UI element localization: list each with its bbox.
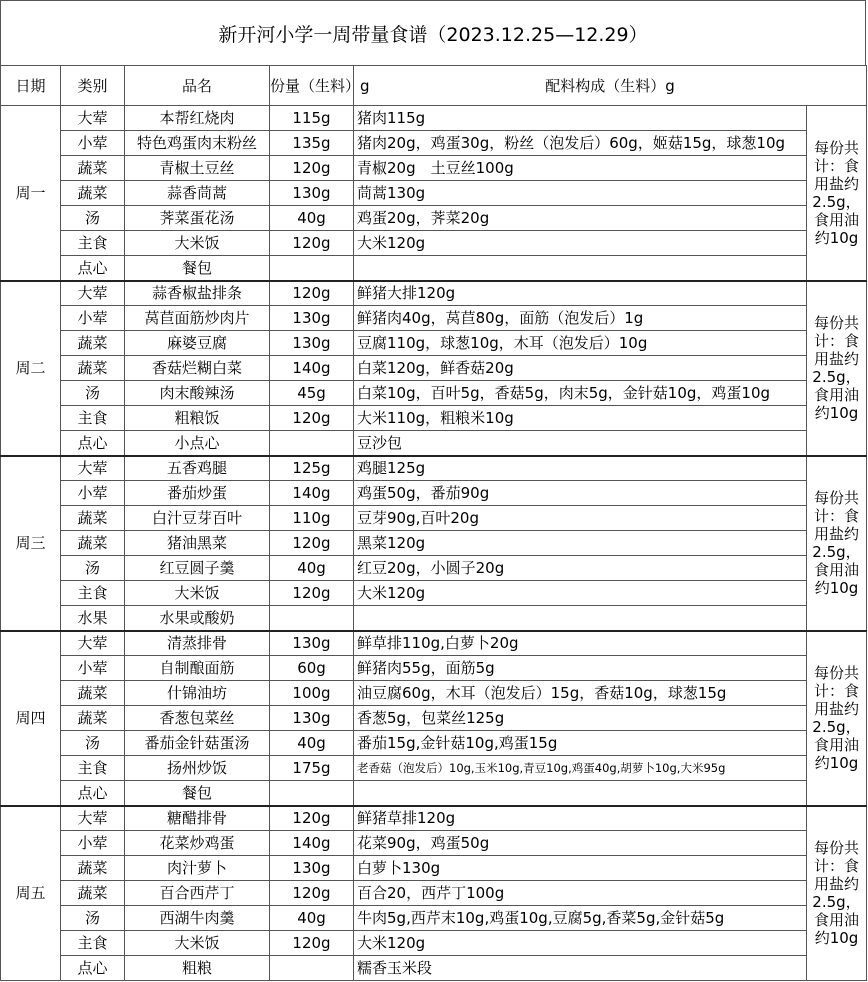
quantity-cell: 120g — [270, 881, 354, 906]
ingredients-cell: 猪肉20g，鸡蛋30g，粉丝（泡发后）60g，姬菇15g，球葱10g — [354, 131, 807, 156]
dish-cell: 扬州炒饭 — [125, 756, 270, 781]
table-row — [1, 631, 867, 656]
menu-table — [0, 65, 867, 981]
table-row — [1, 681, 867, 706]
dish-cell: 小点心 — [125, 431, 270, 456]
dish-cell: 水果或酸奶 — [125, 606, 270, 631]
dish-cell: 餐包 — [125, 781, 270, 806]
category-cell: 大荤 — [61, 806, 125, 831]
category-cell: 蔬菜 — [61, 706, 125, 731]
category-cell: 大荤 — [61, 281, 125, 306]
table-row — [1, 331, 867, 356]
quantity-cell: 130g — [270, 706, 354, 731]
category-cell: 小荤 — [61, 131, 125, 156]
quantity-cell: 40g — [270, 206, 354, 231]
table-row — [1, 831, 867, 856]
dish-cell: 蒜香茼蒿 — [125, 181, 270, 206]
header-ingredients: 配料构成（生料）g — [354, 66, 867, 106]
nutrition-note: 每份共计：食用盐约2.5g，食用油约10g — [807, 631, 867, 806]
dish-cell: 莴苣面筋炒肉片 — [125, 306, 270, 331]
ingredients-cell: 糯香玉米段 — [354, 956, 807, 981]
quantity-cell: 115g — [270, 106, 354, 131]
dish-cell: 什锦油坊 — [125, 681, 270, 706]
dish-cell: 特色鸡蛋肉末粉丝 — [125, 131, 270, 156]
ingredients-cell: 香葱5g，包菜丝125g — [354, 706, 807, 731]
ingredients-cell: 鲜猪大排120g — [354, 281, 807, 306]
ingredients-cell: 大米120g — [354, 931, 807, 956]
category-cell: 小荤 — [61, 481, 125, 506]
quantity-cell: 120g — [270, 581, 354, 606]
category-cell: 点心 — [61, 956, 125, 981]
dish-cell: 本帮红烧肉 — [125, 106, 270, 131]
category-cell: 汤 — [61, 381, 125, 406]
header-quantity: 份量（生料）g — [270, 66, 354, 106]
category-cell: 小荤 — [61, 831, 125, 856]
table-row — [1, 606, 867, 631]
ingredients-cell: 鲜草排110g,白萝卜20g — [354, 631, 807, 656]
quantity-cell: 120g — [270, 531, 354, 556]
ingredients-cell: 黑菜120g — [354, 531, 807, 556]
dish-cell: 粗粮饭 — [125, 406, 270, 431]
day-label: 周四 — [1, 631, 61, 806]
table-row — [1, 456, 867, 481]
category-cell: 主食 — [61, 931, 125, 956]
quantity-cell: 130g — [270, 181, 354, 206]
quantity-cell: 130g — [270, 856, 354, 881]
ingredients-cell: 大米120g — [354, 581, 807, 606]
nutrition-note: 每份共计：食用盐约2.5g，食用油约10g — [807, 806, 867, 981]
table-row — [1, 281, 867, 306]
nutrition-note: 每份共计：食用盐约2.5g，食用油约10g — [807, 106, 867, 281]
dish-cell: 肉末酸辣汤 — [125, 381, 270, 406]
ingredients-cell: 茼蒿130g — [354, 181, 807, 206]
quantity-cell: 120g — [270, 406, 354, 431]
dish-cell: 大米饭 — [125, 581, 270, 606]
ingredients-cell: 牛肉5g,西芹末10g,鸡蛋10g,豆腐5g,香菜5g,金针菇5g — [354, 906, 807, 931]
quantity-cell: 60g — [270, 656, 354, 681]
table-row — [1, 531, 867, 556]
table-row — [1, 756, 867, 781]
category-cell: 蔬菜 — [61, 181, 125, 206]
quantity-cell: 130g — [270, 306, 354, 331]
dish-cell: 番茄炒蛋 — [125, 481, 270, 506]
category-cell: 点心 — [61, 256, 125, 281]
category-cell: 汤 — [61, 731, 125, 756]
dish-cell: 香葱包菜丝 — [125, 706, 270, 731]
page-title: 新开河小学一周带量食谱（2023.12.25—12.29） — [0, 0, 866, 65]
ingredients-cell: 番茄15g,金针菇10g,鸡蛋15g — [354, 731, 807, 756]
table-row — [1, 431, 867, 456]
dish-cell: 五香鸡腿 — [125, 456, 270, 481]
category-cell: 点心 — [61, 431, 125, 456]
quantity-cell: 140g — [270, 481, 354, 506]
ingredients-cell: 白萝卜130g — [354, 856, 807, 881]
category-cell: 蔬菜 — [61, 531, 125, 556]
category-cell: 汤 — [61, 556, 125, 581]
quantity-cell — [270, 431, 354, 456]
ingredients-cell: 老香菇（泡发后）10g,玉米10g,青豆10g,鸡蛋40g,胡萝卜10g,大米95g — [354, 756, 807, 781]
dish-cell: 花菜炒鸡蛋 — [125, 831, 270, 856]
quantity-cell — [270, 256, 354, 281]
ingredients-cell: 鲜猪肉55g，面筋5g — [354, 656, 807, 681]
table-row — [1, 481, 867, 506]
dish-cell: 百合西芹丁 — [125, 881, 270, 906]
quantity-cell: 140g — [270, 831, 354, 856]
dish-cell: 清蒸排骨 — [125, 631, 270, 656]
header-date: 日期 — [1, 66, 61, 106]
ingredients-cell — [354, 606, 807, 631]
quantity-cell: 175g — [270, 756, 354, 781]
category-cell: 蔬菜 — [61, 856, 125, 881]
table-row — [1, 131, 867, 156]
dish-cell: 餐包 — [125, 256, 270, 281]
quantity-cell: 40g — [270, 556, 354, 581]
category-cell: 主食 — [61, 756, 125, 781]
dish-cell: 白汁豆芽百叶 — [125, 506, 270, 531]
ingredients-cell: 大米110g，粗粮米10g — [354, 406, 807, 431]
table-row — [1, 581, 867, 606]
table-row — [1, 856, 867, 881]
ingredients-cell: 猪肉115g — [354, 106, 807, 131]
table-row — [1, 731, 867, 756]
category-cell: 汤 — [61, 906, 125, 931]
table-row — [1, 406, 867, 431]
header-row — [1, 66, 867, 106]
quantity-cell — [270, 956, 354, 981]
table-row — [1, 181, 867, 206]
dish-cell: 红豆圆子羹 — [125, 556, 270, 581]
ingredients-cell: 鸡腿125g — [354, 456, 807, 481]
category-cell: 大荤 — [61, 631, 125, 656]
table-row — [1, 306, 867, 331]
table-row — [1, 231, 867, 256]
table-row — [1, 556, 867, 581]
table-row — [1, 956, 867, 981]
ingredients-cell: 白菜10g，百叶5g，香菇5g，肉末5g，金针菇10g，鸡蛋10g — [354, 381, 807, 406]
quantity-cell: 120g — [270, 931, 354, 956]
category-cell: 蔬菜 — [61, 356, 125, 381]
table-row — [1, 706, 867, 731]
quantity-cell: 135g — [270, 131, 354, 156]
dish-cell: 肉汁萝卜 — [125, 856, 270, 881]
table-row — [1, 106, 867, 131]
quantity-cell — [270, 781, 354, 806]
category-cell: 点心 — [61, 781, 125, 806]
ingredients-cell: 鸡蛋20g，荠菜20g — [354, 206, 807, 231]
day-label: 周五 — [1, 806, 61, 981]
quantity-cell — [270, 606, 354, 631]
ingredients-cell: 豆沙包 — [354, 431, 807, 456]
ingredients-cell: 鲜猪草排120g — [354, 806, 807, 831]
category-cell: 主食 — [61, 581, 125, 606]
category-cell: 蔬菜 — [61, 881, 125, 906]
ingredients-cell: 红豆20g，小圆子20g — [354, 556, 807, 581]
table-row — [1, 356, 867, 381]
table-row — [1, 781, 867, 806]
table-row — [1, 156, 867, 181]
quantity-cell: 110g — [270, 506, 354, 531]
dish-cell: 青椒土豆丝 — [125, 156, 270, 181]
category-cell: 蔬菜 — [61, 506, 125, 531]
table-row — [1, 906, 867, 931]
dish-cell: 粗粮 — [125, 956, 270, 981]
dish-cell: 麻婆豆腐 — [125, 331, 270, 356]
ingredients-cell: 白菜120g，鲜香菇20g — [354, 356, 807, 381]
dish-cell: 大米饭 — [125, 931, 270, 956]
category-cell: 小荤 — [61, 306, 125, 331]
day-label: 周三 — [1, 456, 61, 631]
category-cell: 主食 — [61, 406, 125, 431]
dish-cell: 蒜香椒盐排条 — [125, 281, 270, 306]
ingredients-cell: 豆腐110g，球葱10g，木耳（泡发后）10g — [354, 331, 807, 356]
ingredients-cell: 百合20，西芹丁100g — [354, 881, 807, 906]
category-cell: 大荤 — [61, 456, 125, 481]
dish-cell: 西湖牛肉羹 — [125, 906, 270, 931]
quantity-cell: 40g — [270, 731, 354, 756]
header-category: 类别 — [61, 66, 125, 106]
day-label: 周一 — [1, 106, 61, 281]
table-row — [1, 506, 867, 531]
menu-body — [1, 106, 867, 981]
dish-cell: 大米饭 — [125, 231, 270, 256]
table-row — [1, 381, 867, 406]
dish-cell: 香菇烂糊白菜 — [125, 356, 270, 381]
category-cell: 大荤 — [61, 106, 125, 131]
nutrition-note: 每份共计：食用盐约2.5g，食用油约10g — [807, 456, 867, 631]
dish-cell: 糖醋排骨 — [125, 806, 270, 831]
dish-cell: 自制酿面筋 — [125, 656, 270, 681]
category-cell: 蔬菜 — [61, 331, 125, 356]
dish-cell: 猪油黑菜 — [125, 531, 270, 556]
day-label: 周二 — [1, 281, 61, 456]
table-row — [1, 931, 867, 956]
quantity-cell: 40g — [270, 906, 354, 931]
quantity-cell: 45g — [270, 381, 354, 406]
quantity-cell: 130g — [270, 631, 354, 656]
quantity-cell: 100g — [270, 681, 354, 706]
ingredients-cell: 豆芽90g,百叶20g — [354, 506, 807, 531]
quantity-cell: 130g — [270, 331, 354, 356]
quantity-cell: 140g — [270, 356, 354, 381]
quantity-cell: 120g — [270, 806, 354, 831]
table-row — [1, 656, 867, 681]
ingredients-cell: 鲜猪肉40g，莴苣80g，面筋（泡发后）1g — [354, 306, 807, 331]
ingredients-cell — [354, 781, 807, 806]
table-row — [1, 256, 867, 281]
nutrition-note: 每份共计：食用盐约2.5g，食用油约10g — [807, 281, 867, 456]
category-cell: 小荤 — [61, 656, 125, 681]
table-row — [1, 806, 867, 831]
quantity-cell: 125g — [270, 456, 354, 481]
ingredients-cell: 油豆腐60g，木耳（泡发后）15g，香菇10g，球葱15g — [354, 681, 807, 706]
quantity-cell: 120g — [270, 231, 354, 256]
ingredients-cell: 花菜90g，鸡蛋50g — [354, 831, 807, 856]
category-cell: 蔬菜 — [61, 681, 125, 706]
category-cell: 蔬菜 — [61, 156, 125, 181]
ingredients-cell — [354, 256, 807, 281]
quantity-cell: 120g — [270, 281, 354, 306]
table-row — [1, 206, 867, 231]
ingredients-cell: 大米120g — [354, 231, 807, 256]
ingredients-cell: 青椒20g 土豆丝100g — [354, 156, 807, 181]
category-cell: 水果 — [61, 606, 125, 631]
header-dish: 品名 — [125, 66, 270, 106]
category-cell: 汤 — [61, 206, 125, 231]
table-row — [1, 881, 867, 906]
quantity-cell: 120g — [270, 156, 354, 181]
dish-cell: 荠菜蛋花汤 — [125, 206, 270, 231]
category-cell: 主食 — [61, 231, 125, 256]
ingredients-cell: 鸡蛋50g，番茄90g — [354, 481, 807, 506]
dish-cell: 番茄金针菇蛋汤 — [125, 731, 270, 756]
